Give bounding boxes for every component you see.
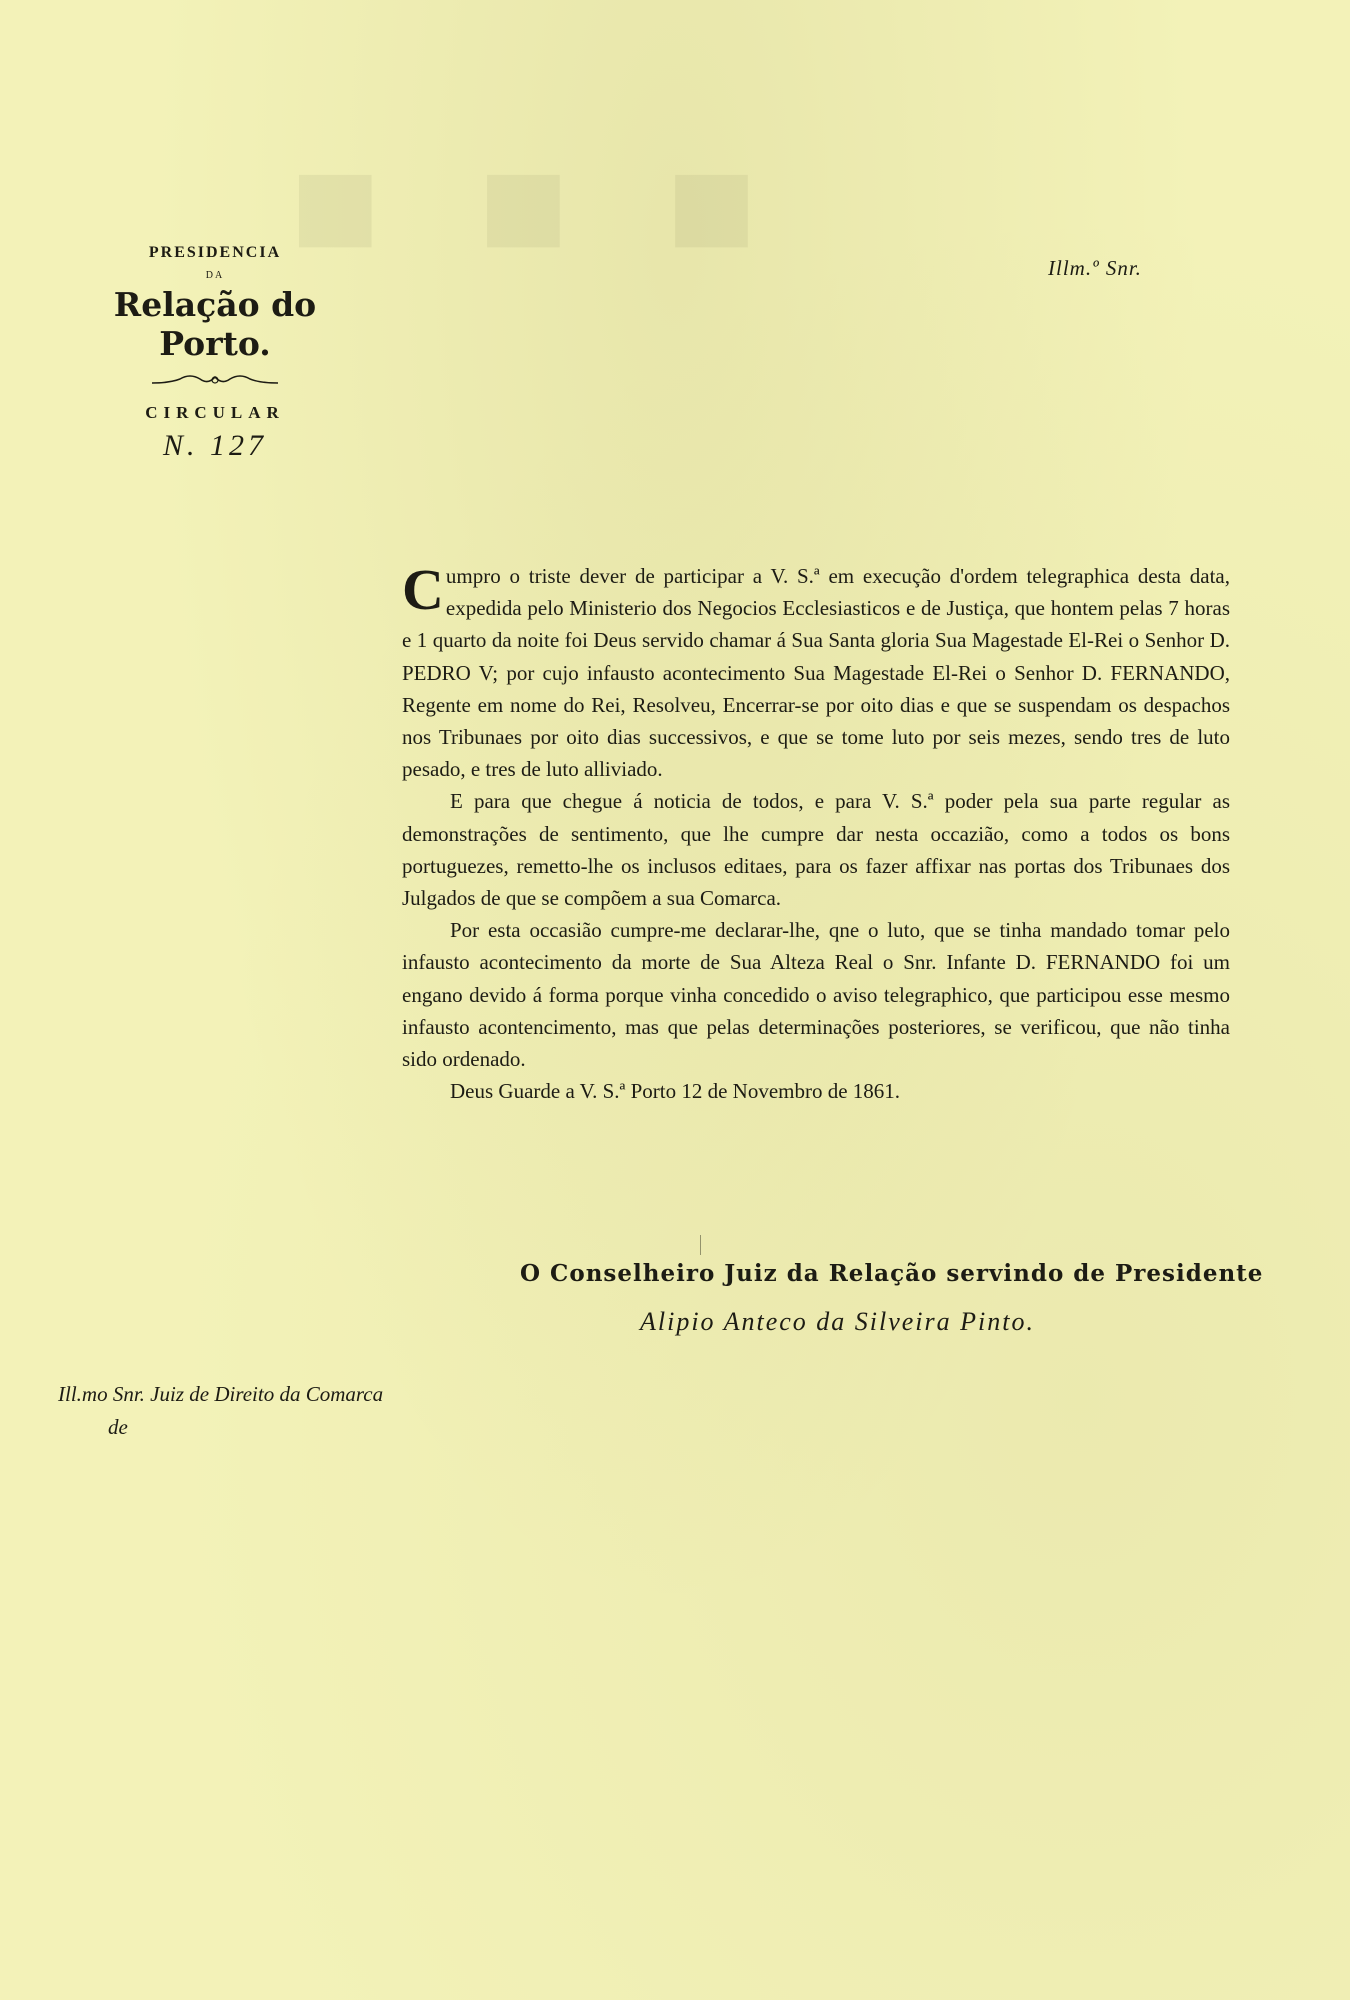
addressee (58, 1378, 383, 1444)
letter-body (402, 557, 1230, 1107)
drop-cap: C (402, 557, 444, 622)
circular-number: N. 127 (162, 429, 267, 462)
ornament-flourish-icon (150, 369, 280, 391)
letterhead-presidencia: PRESIDENCIA (148, 244, 282, 261)
addressee-line-1: Ill.mo Snr. Juiz de Direito da Comarca (58, 1382, 384, 1406)
paragraph-2: E para que chegue á noticia de todos, e para V. S.ª poder pela sua parte regular as demonstrações de sentimento, que lhe cumpre dar nesta occazião, como a todos os bons portuguezes, remetto-lhe os inclusos editaes, para os fazer affixar nas portas dos Tribunaes dos Julgados de que se compõem a sua Comarca. (402, 789, 1230, 911)
letterhead-relacao: Relação do Porto. (113, 285, 317, 363)
letterhead-circular: CIRCULAR (145, 403, 285, 422)
closing-line: Deus Guarde a V. S.ª Porto 12 de Novembro de 1861. (450, 1079, 901, 1104)
letterhead (60, 244, 370, 463)
paper-mark (700, 1235, 701, 1255)
bleed-through-texture: ■ ■ ■ (290, 123, 787, 289)
letterhead-da: DA (205, 270, 225, 281)
signature-name: Alipio Anteco da Silveira Pinto. (640, 1307, 1035, 1336)
paragraph-3: Por esta occasião cumpre-me declarar-lhe, qne o luto, que se tinha mandado tomar pelo infausto acontecimento da morte de Sua Alteza Real o Snr. Infante D. FERNANDO foi um engano devido á forma porque vinha concedido o aviso telegraphico, que participou esse mesmo infausto acontencimento, mas que pelas determinações posteriores, se verificou, que não tinha sido ordenado. (402, 918, 1230, 1072)
signature-title: O Conselheiro Juiz da Relação servindo de Presidente (520, 1260, 1264, 1287)
paragraph-1 (402, 557, 1230, 785)
addressee-line-2: de (108, 1415, 128, 1439)
paragraph-1-text: umpro o triste dever de participar a V. S.ª em execução d'ordem telegraphica desta data, expedida pelo Ministerio dos Negocios Ecclesiasticos e de Justiça, que hontem pelas 7 horas e 1 quarto da noite foi Deus servido chamar á Sua Santa gloria Sua Magestade El-Rei o Senhor D. PEDRO V; por cujo infausto acontecimento Sua Magestade El-Rei o Senhor D. FERNANDO, Regente em nome do Rei, Resolveu, Encerrar-se por oito dias e que se suspendam os despachos nos Tribunaes por oito dias successivos, e que se tome luto por seis mezes, sendo tres de luto pesado, e tres de luto alliviado. (402, 564, 1230, 782)
salutation: Illm.º Snr. (1048, 256, 1142, 280)
